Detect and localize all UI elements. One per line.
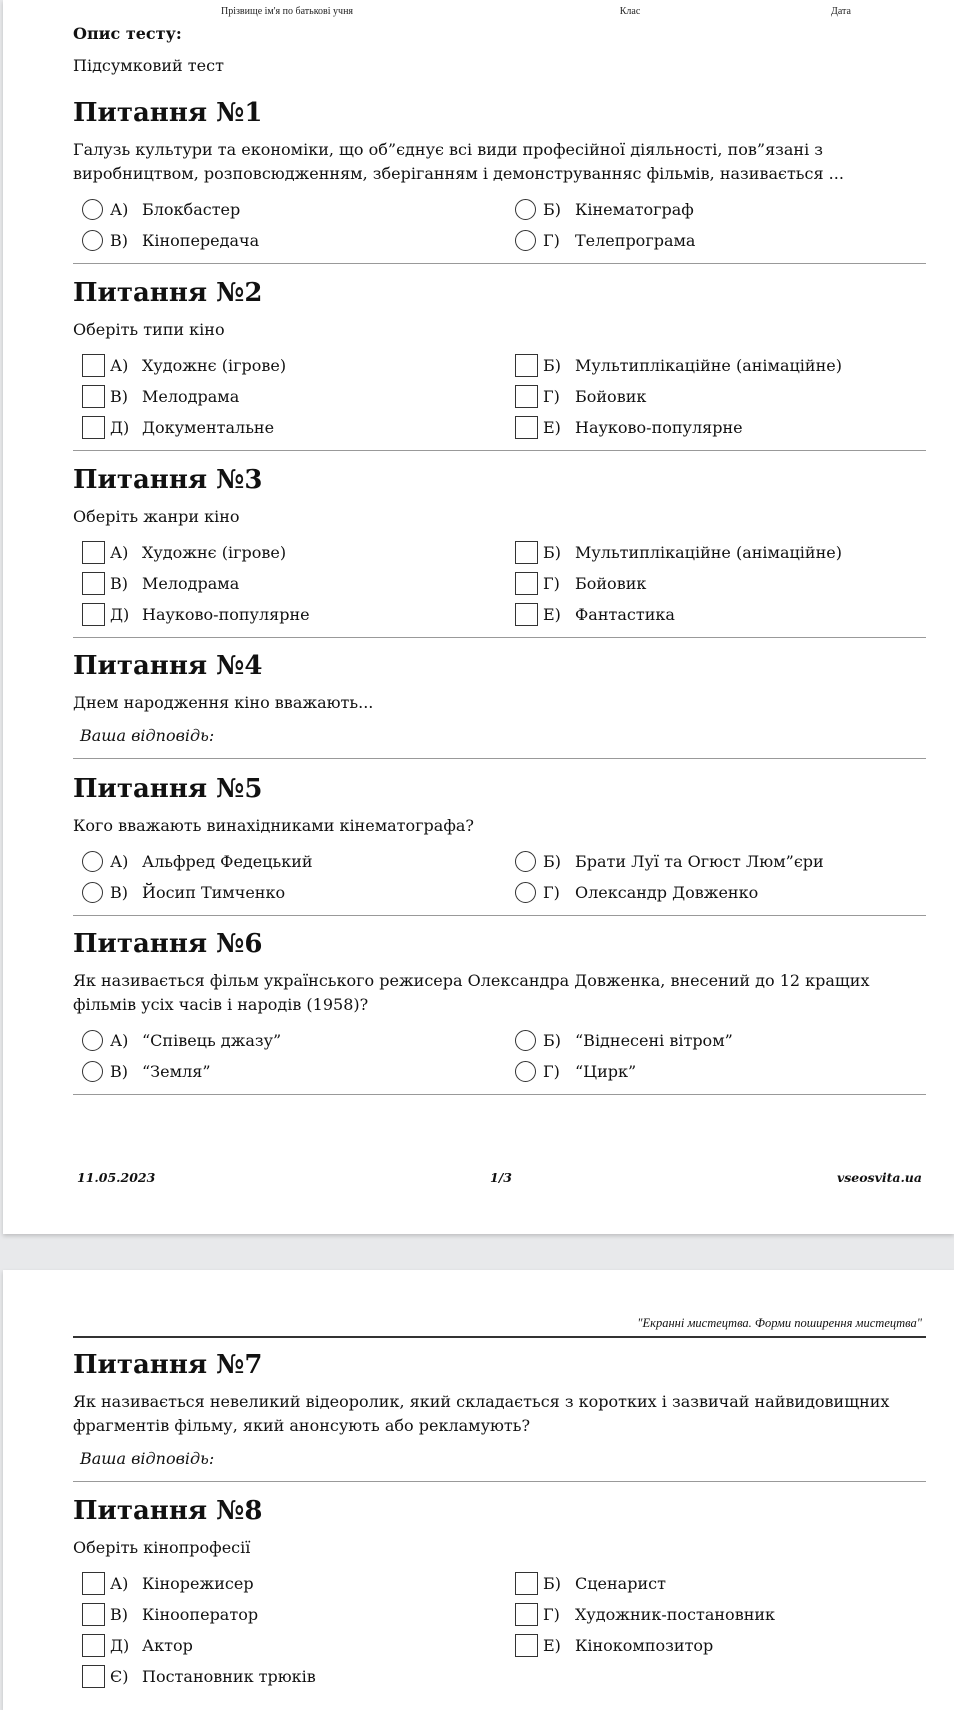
checkbox-option[interactable] (82, 602, 462, 628)
option-label: “Віднесені вітром” (575, 1031, 733, 1050)
checkbox-option[interactable] (82, 1571, 462, 1597)
running-header: "Екранні мистецтва. Форми поширення мистецтва" (637, 1316, 922, 1330)
checkbox[interactable] (515, 1572, 538, 1595)
checkbox[interactable] (515, 385, 538, 408)
option-letter: Е) (543, 605, 561, 624)
footer-site[interactable]: vseosvita.ua (836, 1170, 922, 1185)
option-label: Кінопередача (142, 231, 260, 250)
radio-option[interactable] (82, 880, 462, 906)
question-title: Питання №7 (73, 1350, 263, 1380)
radio-button[interactable] (82, 1030, 103, 1051)
header-rule (73, 1336, 926, 1338)
description-text: Підсумковий тест (73, 56, 224, 75)
option-letter: Е) (543, 1636, 561, 1655)
radio-button[interactable] (515, 230, 536, 251)
radio-option[interactable] (515, 849, 895, 875)
question-text: Як називається невеликий відеоролик, який складається з коротких і зазвичай найвидовищних (73, 1392, 890, 1411)
checkbox[interactable] (515, 603, 538, 626)
date-line[interactable] (757, 0, 925, 4)
answer-field[interactable]: Ваша відповідь: (80, 1449, 215, 1468)
option-letter: В) (110, 1062, 128, 1081)
checkbox-option[interactable] (82, 384, 462, 410)
checkbox[interactable] (515, 1634, 538, 1657)
checkbox-option[interactable] (515, 353, 895, 379)
checkbox-option[interactable] (515, 602, 895, 628)
question-text: Оберіть типи кіно (73, 320, 225, 339)
checkbox[interactable] (82, 385, 105, 408)
radio-option[interactable] (82, 1028, 462, 1054)
option-label: Науково-популярне (575, 418, 743, 437)
checkbox[interactable] (82, 1665, 105, 1688)
radio-button[interactable] (82, 230, 103, 251)
question-divider (73, 637, 926, 638)
option-label: Кінематограф (575, 200, 694, 219)
question-text: фільмів усіх часів і народів (1958)? (73, 995, 369, 1014)
option-letter: Б) (543, 356, 561, 375)
checkbox-option[interactable] (82, 1602, 462, 1628)
checkbox[interactable] (82, 1603, 105, 1626)
checkbox-option[interactable] (82, 540, 462, 566)
checkbox[interactable] (82, 572, 105, 595)
footer-date: 11.05.2023 (77, 1170, 156, 1185)
checkbox[interactable] (515, 416, 538, 439)
checkbox-option[interactable] (515, 1602, 895, 1628)
option-letter: А) (110, 356, 129, 375)
option-letter: Г) (543, 574, 560, 593)
question-divider (73, 1094, 926, 1095)
question-title: Питання №5 (73, 774, 263, 804)
radio-option[interactable] (82, 1059, 462, 1085)
option-letter: Є) (110, 1667, 129, 1686)
worksheet-page-1 (3, 0, 954, 1234)
radio-option[interactable] (515, 880, 895, 906)
option-letter: Б) (543, 852, 561, 871)
question-title: Питання №3 (73, 465, 263, 495)
option-letter: В) (110, 883, 128, 902)
question-divider (73, 1481, 926, 1482)
option-label: Йосип Тимченко (142, 883, 286, 902)
option-letter: Г) (543, 1062, 560, 1081)
option-label: Кінорежисер (142, 1574, 254, 1593)
option-label: Бойовик (575, 574, 647, 593)
question-text: фрагментів фільму, який анонсують або рекламують? (73, 1416, 531, 1435)
checkbox-option[interactable] (82, 1633, 462, 1659)
question-divider (73, 915, 926, 916)
option-letter: А) (110, 1031, 129, 1050)
question-title: Питання №1 (73, 98, 263, 128)
option-letter: А) (110, 200, 129, 219)
option-label: Актор (142, 1636, 193, 1655)
class-label: Клас (619, 6, 641, 17)
option-label: Кінооператор (142, 1605, 259, 1624)
option-letter: А) (110, 1574, 129, 1593)
radio-option[interactable] (82, 849, 462, 875)
option-letter: Б) (543, 543, 561, 562)
checkbox-option[interactable] (82, 353, 462, 379)
option-label: Постановник трюків (142, 1667, 316, 1686)
option-label: Мультиплікаційне (анімаційне) (575, 543, 842, 562)
checkbox-option[interactable] (82, 571, 462, 597)
radio-button[interactable] (515, 1030, 536, 1051)
option-letter: Б) (543, 1574, 561, 1593)
option-letter: В) (110, 574, 128, 593)
radio-button[interactable] (82, 199, 103, 220)
question-title: Питання №2 (73, 278, 263, 308)
option-label: “Співець джазу” (142, 1031, 282, 1050)
radio-button[interactable] (515, 851, 536, 872)
question-divider (73, 450, 926, 451)
radio-button[interactable] (82, 882, 103, 903)
checkbox[interactable] (82, 603, 105, 626)
checkbox[interactable] (82, 416, 105, 439)
question-title: Питання №8 (73, 1496, 263, 1526)
question-title: Питання №6 (73, 929, 263, 959)
option-label: Художнє (ігрове) (142, 356, 287, 375)
description-title: Опис тесту: (73, 24, 182, 43)
option-letter: Г) (543, 1605, 560, 1624)
checkbox[interactable] (82, 354, 105, 377)
option-label: Брати Луї та Огюст Люм”єри (575, 852, 824, 871)
option-letter: В) (110, 231, 128, 250)
option-label: Науково-популярне (142, 605, 310, 624)
checkbox-option[interactable] (515, 571, 895, 597)
checkbox[interactable] (515, 1603, 538, 1626)
student-name-label: Прізвище ім'я по батькові учня (220, 6, 354, 17)
radio-button[interactable] (82, 851, 103, 872)
checkbox[interactable] (515, 572, 538, 595)
option-letter: Е) (543, 418, 561, 437)
option-letter: Г) (543, 231, 560, 250)
checkbox[interactable] (515, 354, 538, 377)
footer-page-number: 1/3 (490, 1170, 512, 1185)
option-letter: Д) (110, 1636, 130, 1655)
radio-option[interactable] (82, 228, 462, 254)
checkbox-option[interactable] (515, 415, 895, 441)
question-text: Галузь культури та економіки, що об”єднує всі види професійної діяльності, пов”язані з (73, 140, 824, 159)
option-label: Блокбастер (142, 200, 241, 219)
option-label: Мелодрама (142, 574, 240, 593)
answer-field[interactable]: Ваша відповідь: (80, 726, 215, 745)
student-name-line[interactable] (73, 0, 501, 4)
question-text: Оберіть жанри кіно (73, 507, 240, 526)
option-label: Художник-постановник (575, 1605, 776, 1624)
question-text: Днем народження кіно вважають... (73, 693, 374, 712)
option-label: Документальне (142, 418, 275, 437)
option-label: Художнє (ігрове) (142, 543, 287, 562)
radio-option[interactable] (515, 1028, 895, 1054)
checkbox-option[interactable] (82, 1664, 462, 1690)
option-letter: Б) (543, 1031, 561, 1050)
radio-button[interactable] (515, 882, 536, 903)
option-label: Сценарист (575, 1574, 666, 1593)
option-letter: В) (110, 387, 128, 406)
option-label: “Земля” (142, 1062, 211, 1081)
option-letter: Б) (543, 200, 561, 219)
radio-option[interactable] (515, 1059, 895, 1085)
option-label: Мелодрама (142, 387, 240, 406)
option-label: Фантастика (575, 605, 675, 624)
option-letter: Г) (543, 883, 560, 902)
checkbox-option[interactable] (515, 1633, 895, 1659)
option-letter: В) (110, 1605, 128, 1624)
checkbox-option[interactable] (82, 415, 462, 441)
question-text: виробництвом, розповсюдженням, зберіганням і демонструванняс фільмів, називається ... (73, 164, 844, 183)
option-label: Бойовик (575, 387, 647, 406)
question-title: Питання №4 (73, 651, 263, 681)
option-label: Телепрограма (575, 231, 696, 250)
question-text: Оберіть кінопрофесії (73, 1538, 251, 1557)
option-label: Олександр Довженко (575, 883, 759, 902)
class-line[interactable] (546, 0, 714, 4)
date-label: Дата (831, 6, 851, 17)
option-letter: А) (110, 852, 129, 871)
question-text: Як називається фільм українського режисера Олександра Довженка, внесений до 12 кращих (73, 971, 870, 990)
checkbox-option[interactable] (515, 1571, 895, 1597)
worksheet-page-2 (3, 1270, 954, 1710)
checkbox-option[interactable] (515, 384, 895, 410)
checkbox[interactable] (515, 541, 538, 564)
radio-button[interactable] (515, 1061, 536, 1082)
question-text: Кого вважають винахідниками кінематографа? (73, 816, 474, 835)
option-label: Мультиплікаційне (анімаційне) (575, 356, 842, 375)
checkbox-option[interactable] (515, 540, 895, 566)
radio-button[interactable] (515, 199, 536, 220)
radio-option[interactable] (515, 197, 895, 223)
radio-option[interactable] (82, 197, 462, 223)
option-letter: Д) (110, 605, 130, 624)
option-letter: А) (110, 543, 129, 562)
radio-button[interactable] (82, 1061, 103, 1082)
question-divider (73, 758, 926, 759)
option-label: Альфред Федецький (142, 852, 313, 871)
question-divider (73, 263, 926, 264)
checkbox[interactable] (82, 1572, 105, 1595)
checkbox[interactable] (82, 541, 105, 564)
radio-option[interactable] (515, 228, 895, 254)
checkbox[interactable] (82, 1634, 105, 1657)
option-letter: Д) (110, 418, 130, 437)
option-label: “Цирк” (575, 1062, 637, 1081)
option-label: Кінокомпозитор (575, 1636, 714, 1655)
option-letter: Г) (543, 387, 560, 406)
